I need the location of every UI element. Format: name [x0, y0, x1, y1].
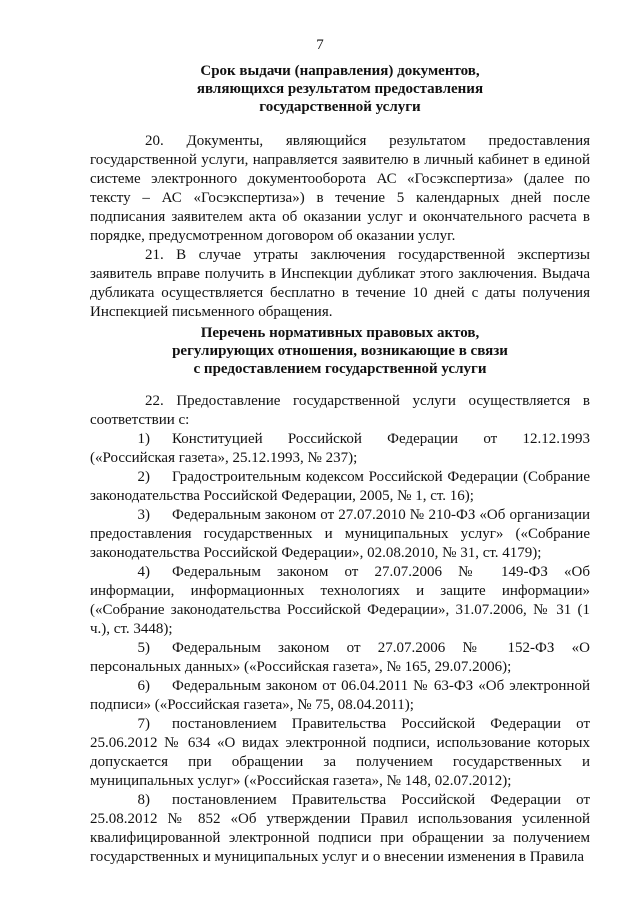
section-body-legal-acts: [90, 392, 590, 867]
legal-act-item: [90, 506, 590, 563]
item-text: постановлением Правительства Российской Федерации от 25.08.2012 № 852 «Об утверждении Правил использования усиленной квалифицированной электронной подписи при обращении за получением государственных и муниципальных услуг и о внесении изменения в Правила: [90, 792, 590, 865]
item-number: 5): [137, 640, 150, 656]
paragraph-21: 21. В случае утраты заключения государственной экспертизы заявитель вправе получить в Инспекции дубликат этого заключения. Выдача дубликата осуществляется бесплатно в течение 10 дней с даты получения Инспекцией письменного обращения.: [90, 247, 590, 320]
heading-line: Срок выдачи (направления) документов,: [200, 63, 480, 79]
legal-act-item: [90, 715, 590, 791]
heading-line: являющихся результатом предоставления: [196, 81, 484, 97]
item-text: Градостроительным кодексом Российской Федерации (Собрание законодательства Российской Федерации, 2005, № 1, ст. 16);: [90, 469, 590, 504]
item-text: постановлением Правительства Российской Федерации от 25.06.2012 № 634 «О видах электронной подписи, использование которых допускается при обращении за получением государственных и муниципальных услуг» («Российская газета», № 148, 02.07.2012);: [90, 716, 590, 789]
legal-act-item: [90, 639, 590, 677]
item-number: 6): [137, 678, 150, 694]
item-text: Конституцией Российской Федерации от 12.12.1993 («Российская газета», 25.12.1993, № 237);: [90, 431, 590, 466]
section-heading-legal-acts: [90, 324, 590, 378]
legal-act-item: [90, 468, 590, 506]
item-number: 1): [137, 431, 150, 447]
paragraph-22: 22. Предоставление государственной услуги осуществляется в соответствии с:: [90, 393, 590, 428]
heading-line: с предоставлением государственной услуги: [193, 361, 487, 377]
item-number: 4): [137, 564, 150, 580]
item-number: 2): [137, 469, 150, 485]
paragraph-20: 20. Документы, являющийся результатом предоставления государственной услуги, направляется заявителю в личный кабинет в единой системе электронного документооборота АС «Госэкспертиза» (далее по тексту – АС «Госэкспертиза») в течение 5 календарных дней после подписания заявителем акта об оказании услуг и окончательного расчета в порядке, предусмотренном договором об оказании услуг.: [90, 133, 590, 244]
item-text: Федеральным законом от 27.07.2010 № 210-ФЗ «Об организации предоставления государственных и муниципальных услуг» («Собрание законодательства Российской Федерации», 02.08.2010, № 31, ст. 4179);: [90, 507, 590, 561]
heading-line: регулирующих отношения, возникающие в связи: [172, 343, 508, 359]
heading-line: Перечень нормативных правовых актов,: [200, 325, 480, 341]
legal-act-item: [90, 430, 590, 468]
item-number: 8): [137, 792, 150, 808]
item-number: 7): [137, 716, 150, 732]
page-number: 7: [316, 37, 324, 53]
heading-line: государственной услуги: [259, 99, 421, 115]
section-heading-delivery-term: [90, 62, 590, 116]
legal-act-item: [90, 677, 590, 715]
legal-act-item: [90, 563, 590, 639]
item-text: Федеральным законом от 27.07.2006 № 149-ФЗ «Об информации, информационных технологиях и защите информации» («Собрание законодательства Российской Федерации», 31.07.2006, № 31 (1 ч.), ст. 3448);: [90, 564, 590, 637]
section-body-delivery-term: [90, 132, 590, 322]
item-number: 3): [137, 507, 150, 523]
legal-act-item: [90, 791, 590, 867]
item-text: Федеральным законом от 27.07.2006 № 152-ФЗ «О персональных данных» («Российская газета», № 165, 29.07.2006);: [90, 640, 590, 675]
item-text: Федеральным законом от 06.04.2011 № 63-ФЗ «Об электронной подписи» («Российская газета», № 75, 08.04.2011);: [90, 678, 590, 713]
